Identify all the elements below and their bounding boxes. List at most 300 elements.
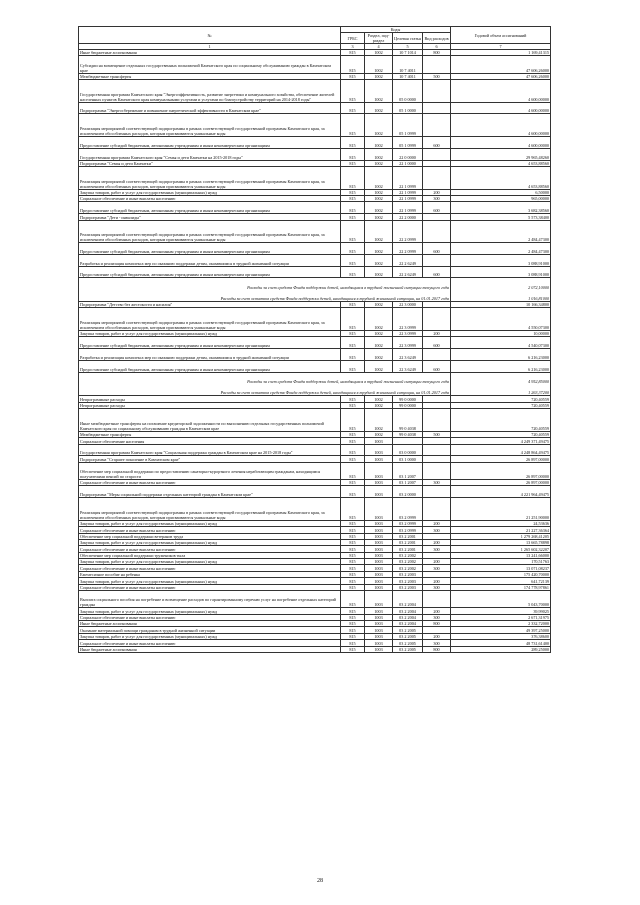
target-code: 22 2 6249: [393, 266, 423, 278]
section-code: 1003: [365, 614, 393, 620]
target-code: 03 2 2001: [393, 539, 423, 545]
row-name: Предоставление субсидий бюджетным, автономным учреждениям и иным некоммерческим организациям: [79, 243, 341, 255]
table-header: [79, 27, 551, 50]
amount: 29 965,48260: [451, 148, 551, 160]
amount: 13 241,66000: [451, 552, 551, 558]
target-code: 03 2 2003: [393, 584, 423, 590]
target-code: 22 3 0999: [393, 337, 423, 349]
row-name: Подпрограмма "Меры социальной поддержки отдельных категорий граждан в Камчатском крае": [79, 486, 341, 498]
kind-code: 300: [423, 479, 451, 485]
target-code: 03 1 0000: [393, 456, 423, 462]
amount: 47 606,26000: [451, 73, 551, 79]
note-value: 4 952,85000: [451, 372, 551, 384]
target-code: 22 3 6249: [393, 349, 423, 361]
amount: 4 653,88560: [451, 166, 551, 189]
grbs-code: 815: [341, 546, 365, 552]
table-row: [79, 114, 551, 137]
table-row: [79, 409, 551, 432]
kind-code: 600: [423, 337, 451, 349]
grbs-code: 815: [341, 308, 365, 331]
grbs-code: 815: [341, 438, 365, 444]
section-code: 1003: [365, 571, 393, 577]
amount: 2 484,47300: [451, 243, 551, 255]
grbs-code: 815: [341, 533, 365, 539]
grbs-code: 815: [341, 148, 365, 160]
kind-code: 300: [423, 640, 451, 646]
target-code: 03 2 0999: [393, 520, 423, 526]
kind-code: [423, 79, 451, 102]
table-row: [79, 646, 551, 652]
row-name: Социальное обеспечение и иные выплаты населению: [79, 195, 341, 201]
note-value: 2 072,10000: [451, 278, 551, 290]
amount: 1 169,41315: [451, 50, 551, 56]
target-code: 99 0 4038: [393, 409, 423, 432]
row-name: Предоставление субсидий бюджетным, автономным учреждениям и иным некоммерческим организациям: [79, 202, 341, 214]
kind-code: 200: [423, 189, 451, 195]
table-row: [79, 266, 551, 278]
target-code: 03 2 2005: [393, 640, 423, 646]
table-row: [79, 308, 551, 331]
target-code: 22 0 0000: [393, 148, 423, 160]
section-code: 1003: [365, 444, 393, 456]
section-code: 1003: [365, 546, 393, 552]
section-code: 1003: [365, 591, 393, 608]
target-code: 03 2 2004: [393, 621, 423, 627]
grbs-code: 815: [341, 189, 365, 195]
grbs-code: 815: [341, 552, 365, 558]
grbs-code: 815: [341, 520, 365, 526]
grbs-code: 815: [341, 640, 365, 646]
section-code: 1003: [365, 456, 393, 462]
section-code: 1002: [365, 136, 393, 148]
grbs-code: 815: [341, 584, 365, 590]
kind-code: 600: [423, 243, 451, 255]
kind-code: 600: [423, 202, 451, 214]
amount: 175 420,70000: [451, 571, 551, 577]
section-code: 1003: [365, 552, 393, 558]
target-code: 10 7 1014: [393, 50, 423, 56]
target-code: 03 2 2005: [393, 633, 423, 639]
row-name: Непрограммные расходы: [79, 396, 341, 402]
row-name: Закупка товаров, работ и услуг для государственных (муниципальных) нужд: [79, 331, 341, 337]
grbs-code: 815: [341, 254, 365, 266]
header-num: 5: [393, 44, 423, 50]
amount: 48 731,61400: [451, 640, 551, 646]
row-name: Оказание материальной помощи гражданам в трудной жизненной ситуации: [79, 627, 341, 633]
amount: 24,53636: [451, 520, 551, 526]
amount: 21 251,90000: [451, 498, 551, 521]
grbs-code: 815: [341, 462, 365, 479]
header-target: Целевая статья: [393, 33, 423, 44]
amount: 5 043,70000: [451, 591, 551, 608]
target-code: 22 1 0999: [393, 195, 423, 201]
table-row: [79, 136, 551, 148]
table-row: [79, 337, 551, 349]
section-code: 1003: [365, 578, 393, 584]
target-code: 05 1 0000: [393, 102, 423, 114]
amount: 4 249 371,49475: [451, 438, 551, 444]
grbs-code: 815: [341, 402, 365, 408]
grbs-code: 815: [341, 73, 365, 79]
section-code: 1003: [365, 479, 393, 485]
row-name: Закупка товаров, работ и услуг для государственных (муниципальных) нужд: [79, 520, 341, 526]
section-code: 1002: [365, 361, 393, 373]
kind-code: 300: [423, 546, 451, 552]
grbs-code: 815: [341, 202, 365, 214]
amount: 47 606,26000: [451, 56, 551, 73]
amount: 4 540,07300: [451, 337, 551, 349]
row-name: Подпрограмма "Старшее поколение в Камчатском крае": [79, 456, 341, 462]
amount: 3 088,91000: [451, 254, 551, 266]
kind-code: 500: [423, 73, 451, 79]
section-code: 1002: [365, 337, 393, 349]
grbs-code: 815: [341, 431, 365, 437]
note-text: Расходы за счет средств Фонда поддержки детей, находящихся в трудной жизненной ситуации текущего года: [79, 372, 451, 384]
target-code: 03 1 2007: [393, 479, 423, 485]
amount: 4 248 864,49475: [451, 444, 551, 456]
section-code: 1003: [365, 486, 393, 498]
section-code: 1003: [365, 533, 393, 539]
grbs-code: 815: [341, 136, 365, 148]
amount: 4 600,00000: [451, 114, 551, 137]
target-code: 22 3 0999: [393, 308, 423, 331]
section-code: 1002: [365, 114, 393, 137]
kind-code: [423, 486, 451, 498]
amount: 4 550,07300: [451, 308, 551, 331]
target-code: 22 1 0999: [393, 189, 423, 195]
table-note-row: [79, 290, 551, 302]
grbs-code: 815: [341, 409, 365, 432]
amount: 6 216,23000: [451, 349, 551, 361]
amount: 39,99025: [451, 608, 551, 614]
kind-code: [423, 56, 451, 73]
section-code: 1002: [365, 431, 393, 437]
kind-code: 600: [423, 361, 451, 373]
table-row: [79, 349, 551, 361]
grbs-code: 815: [341, 337, 365, 349]
section-code: 1002: [365, 331, 393, 337]
table-row: [79, 498, 551, 521]
amount: 720,40559: [451, 396, 551, 402]
grbs-code: 815: [341, 565, 365, 571]
row-name: Подпрограмма "Энергосбережение и повышение энергетической эффективности в Камчатском крае": [79, 102, 341, 114]
amount: 6 216,23000: [451, 361, 551, 373]
row-name: Предоставление субсидий бюджетным, автономным учреждениям и иным некоммерческим организациям: [79, 266, 341, 278]
section-code: 1002: [365, 254, 393, 266]
section-code: 1002: [365, 195, 393, 201]
row-name: Обеспечение мер социальной поддержки по предоставлению санаторно-курортного лечения неработающим гражданам, находящимся получателями пенсий по старости: [79, 462, 341, 479]
amount: 2 332,72000: [451, 621, 551, 627]
target-code: 03 2 2002: [393, 559, 423, 565]
grbs-code: 815: [341, 627, 365, 633]
target-code: 22 2 0999: [393, 220, 423, 243]
section-code: 1002: [365, 214, 393, 220]
grbs-code: 815: [341, 302, 365, 308]
grbs-code: 815: [341, 591, 365, 608]
kind-code: 200: [423, 331, 451, 337]
kind-code: 300: [423, 614, 451, 620]
row-name: Закупка товаров, работ и услуг для государственных (муниципальных) нужд: [79, 633, 341, 639]
amount: 720,40559: [451, 409, 551, 432]
section-code: 1003: [365, 565, 393, 571]
amount: 4 600,00000: [451, 136, 551, 148]
note-value: 1 016,81000: [451, 290, 551, 302]
table-row: [79, 148, 551, 160]
grbs-code: 815: [341, 214, 365, 220]
kind-code: [423, 254, 451, 266]
kind-code: 600: [423, 136, 451, 148]
target-code: 22 3 0999: [393, 331, 423, 337]
kind-code: 300: [423, 565, 451, 571]
kind-code: 200: [423, 608, 451, 614]
section-code: 1002: [365, 50, 393, 56]
grbs-code: 815: [341, 195, 365, 201]
amount: 1 265 602,32207: [451, 546, 551, 552]
section-code: 1002: [365, 308, 393, 331]
section-code: 1002: [365, 202, 393, 214]
target-code: 22 2 6249: [393, 254, 423, 266]
grbs-code: 815: [341, 361, 365, 373]
grbs-code: 815: [341, 444, 365, 456]
amount: 289,25000: [451, 646, 551, 652]
row-name: Государственная программа Камчатского края "Семья и дети Камчатки на 2015-2018 годы": [79, 148, 341, 160]
amount: 720,40559: [451, 402, 551, 408]
table-row: [79, 486, 551, 498]
target-code: 03 0 0000: [393, 444, 423, 456]
kind-code: [423, 498, 451, 521]
budget-table: [78, 26, 551, 653]
row-name: Реализация мероприятий соответствующей подпрограммы в рамках соответствующей государственной программы Камчатского края, за исключением обособленных расходов, которым присваиваются уникальные коды: [79, 308, 341, 331]
kind-code: [423, 148, 451, 160]
note-text: Расходы за счет остатков средств Фонда поддержки детей, находящихся в трудной жизненной ситуации, на 01.01.2017 года: [79, 384, 451, 396]
target-code: 22 3 0000: [393, 302, 423, 308]
kind-code: 200: [423, 559, 451, 565]
amount: 2 484,47300: [451, 220, 551, 243]
table-row: [79, 462, 551, 479]
kind-code: 800: [423, 50, 451, 56]
amount: 3 088,91000: [451, 266, 551, 278]
section-code: 1003: [365, 621, 393, 627]
target-code: 05 1 0999: [393, 136, 423, 148]
header-no: №: [79, 27, 341, 44]
section-code: 1003: [365, 633, 393, 639]
kind-code: [423, 220, 451, 243]
row-name: Подпрограмма "Детство без жестокости и насилия": [79, 302, 341, 308]
section-code: 1003: [365, 498, 393, 521]
grbs-code: 815: [341, 527, 365, 533]
grbs-code: 815: [341, 243, 365, 255]
amount: 13 071,08237: [451, 565, 551, 571]
kind-code: 600: [423, 266, 451, 278]
grbs-code: 815: [341, 559, 365, 565]
target-code: 99 0 0000: [393, 396, 423, 402]
row-name: Иные бюджетные ассигнования: [79, 621, 341, 627]
table-note-row: [79, 278, 551, 290]
row-name: Закупка товаров, работ и услуг для государственных (муниципальных) нужд: [79, 559, 341, 565]
header-annual: Годовой объем ассигнований: [451, 27, 551, 44]
grbs-code: 815: [341, 56, 365, 73]
target-code: 03 2 2003: [393, 571, 423, 577]
amount: 10 166,34800: [451, 302, 551, 308]
section-code: 1002: [365, 243, 393, 255]
target-code: 22 3 6249: [393, 361, 423, 373]
row-name: Социальное обеспечение и иные выплаты населению: [79, 640, 341, 646]
amount: 641,72139: [451, 578, 551, 584]
target-code: 05 1 0999: [393, 114, 423, 137]
note-text: Расходы за счет остатков средств Фонда поддержки детей, находящихся в трудной жизненной ситуации, на 01.01.2017 года: [79, 290, 451, 302]
amount: 4 221 964,49475: [451, 486, 551, 498]
target-code: 03 2 2004: [393, 591, 423, 608]
amount: 26 897,00000: [451, 479, 551, 485]
target-code: 03 2 2004: [393, 614, 423, 620]
row-name: Реализация мероприятий соответствующей подпрограммы в рамках соответствующей государственной программы Камчатского края, за исключением обособленных расходов, которым присваиваются уникальные коды: [79, 114, 341, 137]
target-code: 03 2 2001: [393, 546, 423, 552]
row-name: Социальное обеспечение и иные выплаты населению: [79, 565, 341, 571]
amount: 2 671,31975: [451, 614, 551, 620]
amount: 965,00000: [451, 195, 551, 201]
row-name: Социальное обеспечение и иные выплаты населению: [79, 527, 341, 533]
grbs-code: 815: [341, 608, 365, 614]
header-num: 6: [423, 44, 451, 50]
kind-code: 800: [423, 646, 451, 652]
grbs-code: 815: [341, 646, 365, 652]
section-code: 1003: [365, 559, 393, 565]
amount: 170,51763: [451, 559, 551, 565]
section-code: 1002: [365, 266, 393, 278]
row-name: Социальное обеспечение и иные выплаты населению: [79, 546, 341, 552]
grbs-code: 815: [341, 621, 365, 627]
row-name: Ежемесячное пособие на ребенка: [79, 571, 341, 577]
table-row: [79, 220, 551, 243]
section-code: 1002: [365, 160, 393, 166]
grbs-code: 815: [341, 578, 365, 584]
section-code: 1003: [365, 520, 393, 526]
grbs-code: 815: [341, 160, 365, 166]
grbs-code: 815: [341, 79, 365, 102]
header-num: 3: [341, 44, 365, 50]
section-code: 1003: [365, 438, 393, 444]
amount: 26 897,00000: [451, 462, 551, 479]
section-code: 1002: [365, 73, 393, 79]
table-row: [79, 243, 551, 255]
row-name: Непрограммные расходы: [79, 402, 341, 408]
header-kind: Вид расходов: [423, 33, 451, 44]
target-code: 03 2 2005: [393, 627, 423, 633]
section-code: 1002: [365, 79, 393, 102]
amount: 26 897,00000: [451, 456, 551, 462]
kind-code: 300: [423, 195, 451, 201]
table-note-row: [79, 372, 551, 384]
table-row: [79, 79, 551, 102]
target-code: 03 2 0999: [393, 498, 423, 521]
amount: 174 778,97861: [451, 584, 551, 590]
table-row: [79, 56, 551, 73]
row-name: Закупка товаров, работ и услуг для государственных (муниципальных) нужд: [79, 578, 341, 584]
header-num: 1: [79, 44, 341, 50]
row-name: Обеспечение мер социальной поддержки тружеников тыла: [79, 552, 341, 558]
header-section: Раздел, под-раздел: [365, 33, 393, 44]
section-code: 1002: [365, 302, 393, 308]
target-code: 03 2 2002: [393, 552, 423, 558]
kind-code: 300: [423, 584, 451, 590]
target-code: 10 7 4011: [393, 73, 423, 79]
section-code: 1002: [365, 56, 393, 73]
grbs-code: 815: [341, 614, 365, 620]
row-name: Иные бюджетные ассигнования: [79, 50, 341, 56]
grbs-code: 815: [341, 266, 365, 278]
amount: 4 653,88560: [451, 160, 551, 166]
target-code: 05 0 0000: [393, 79, 423, 102]
row-name: Иные бюджетные ассигнования: [79, 646, 341, 652]
kind-code: [423, 409, 451, 432]
kind-code: [423, 349, 451, 361]
target-code: 99 0 0000: [393, 402, 423, 408]
kind-code: [423, 591, 451, 608]
row-name: Социальное обеспечение населения: [79, 438, 341, 444]
amount: 49 397,25000: [451, 627, 551, 633]
section-code: 1002: [365, 349, 393, 361]
amount: 5 573,38400: [451, 214, 551, 220]
target-code: 22 1 0999: [393, 166, 423, 189]
header-num: 7: [451, 44, 551, 50]
row-name: Предоставление субсидий бюджетным, автономным учреждениям и иным некоммерческим организациям: [79, 337, 341, 349]
target-code: 03 2 2004: [393, 608, 423, 614]
target-code: 22 1 0000: [393, 160, 423, 166]
section-code: 1002: [365, 220, 393, 243]
kind-code: [423, 308, 451, 331]
row-name: Закупка товаров, работ и услуг для государственных (муниципальных) нужд: [79, 189, 341, 195]
kind-code: 800: [423, 621, 451, 627]
section-code: 1002: [365, 402, 393, 408]
target-code: 10 7 4011: [393, 56, 423, 73]
amount: 1 279 268,41205: [451, 533, 551, 539]
page-number: 28: [317, 878, 323, 884]
grbs-code: 815: [341, 349, 365, 361]
row-name: Подпрограмма "Дети - инвалиды": [79, 214, 341, 220]
row-name: Межбюджетные трансферты: [79, 73, 341, 79]
grbs-code: 815: [341, 331, 365, 337]
section-code: 1002: [365, 189, 393, 195]
kind-code: [423, 444, 451, 456]
table-row: [79, 166, 551, 189]
row-name: Субсидии на возмещение отдельных государственных полномочий Камчатского края по социальному обслуживанию граждан в Камчатском крае: [79, 56, 341, 73]
section-code: 1002: [365, 409, 393, 432]
target-code: 22 2 0000: [393, 214, 423, 220]
target-code: 03 2 2001: [393, 533, 423, 539]
row-name: Реализация мероприятий соответствующей подпрограммы в рамках соответствующей государственной программы Камчатского края, за исключением обособленных расходов, которым присваиваются уникальные коды: [79, 220, 341, 243]
target-code: 03 2 0000: [393, 486, 423, 498]
target-code: 22 1 0999: [393, 202, 423, 214]
kind-code: [423, 166, 451, 189]
table-row: [79, 202, 551, 214]
grbs-code: 815: [341, 102, 365, 114]
section-code: 1002: [365, 148, 393, 160]
row-name: Обеспечение мер социальной поддержки ветеранов труда: [79, 533, 341, 539]
grbs-code: 815: [341, 456, 365, 462]
section-code: 1002: [365, 166, 393, 189]
kind-code: 200: [423, 633, 451, 639]
amount: 6,50000: [451, 189, 551, 195]
row-name: Подпрограмма "Семья и дети Камчатки": [79, 160, 341, 166]
table-body: [79, 50, 551, 653]
table-row: [79, 444, 551, 456]
row-name: Социальное обеспечение и иные выплаты населению: [79, 584, 341, 590]
grbs-code: 815: [341, 220, 365, 243]
grbs-code: 815: [341, 486, 365, 498]
grbs-code: 815: [341, 166, 365, 189]
target-code: 99 0 4038: [393, 431, 423, 437]
table-row: [79, 254, 551, 266]
